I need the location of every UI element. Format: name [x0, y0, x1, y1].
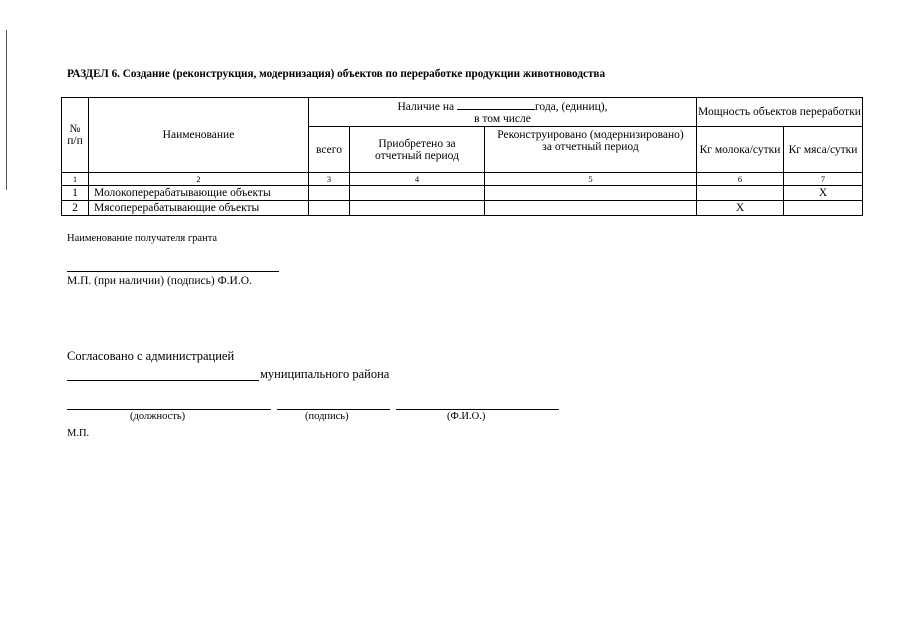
cell-reconstructed [485, 186, 697, 201]
table-row [62, 201, 863, 216]
mp-label: М.П. [67, 428, 90, 439]
cell-acquired [350, 201, 485, 216]
cell-meat [784, 201, 863, 216]
recipient-signature-line [67, 271, 279, 272]
stamp-signature-caption: М.П. (при наличии) (подпись) Ф.И.О. [67, 275, 252, 287]
objects-table [61, 97, 863, 216]
position-line [67, 409, 271, 410]
row-num: 1 [62, 186, 89, 201]
col-meat-header: Кг мяса/сутки [784, 127, 863, 173]
col-milk-header: Кг молока/сутки [697, 127, 784, 173]
column-number: 1 [62, 173, 89, 186]
col-num-header: № п/п [62, 98, 89, 173]
column-number: 3 [309, 173, 350, 186]
recipient-label: Наименование получателя гранта [67, 233, 218, 244]
signature-line [277, 409, 390, 410]
fio-caption: (Ф.И.О.) [447, 411, 486, 422]
cell-milk [697, 186, 784, 201]
cell-total [309, 201, 350, 216]
col-name-header: Наименование [89, 98, 309, 173]
column-number: 4 [350, 173, 485, 186]
table-row [62, 186, 863, 201]
column-number: 6 [697, 173, 784, 186]
row-num: 2 [62, 201, 89, 216]
fio-line [396, 409, 559, 410]
col-total-header: всего [309, 127, 350, 173]
row-name: Мясоперерабатывающие объекты [89, 201, 309, 216]
page-edge-line [6, 30, 7, 190]
cell-meat: X [784, 186, 863, 201]
cell-acquired [350, 186, 485, 201]
availability-header: Наличие на года, (единиц), в том числе [309, 98, 697, 127]
year-blank [457, 99, 535, 110]
col-acquired-header: Приобретено за отчетный период [350, 127, 485, 173]
table-header-row-1 [62, 98, 863, 127]
section-title: РАЗДЕЛ 6. Создание (реконструкция, модернизация) объектов по переработке продукции животноводства [67, 68, 606, 80]
position-caption: (должность) [130, 411, 186, 422]
row-name: Молокоперерабатывающие объекты [89, 186, 309, 201]
capacity-header: Мощность объектов переработки [697, 98, 863, 127]
district-label: муниципального района [260, 367, 390, 381]
column-number: 2 [89, 173, 309, 186]
column-number-row [62, 173, 863, 186]
administration-name-line [67, 380, 259, 381]
agreed-label: Согласовано с администрацией [67, 349, 235, 363]
column-number: 5 [485, 173, 697, 186]
cell-reconstructed [485, 201, 697, 216]
cell-milk: X [697, 201, 784, 216]
signature-caption: (подпись) [305, 411, 349, 422]
col-reconstructed-header: Реконструировано (модернизировано) за отчетный период [485, 127, 697, 173]
cell-total [309, 186, 350, 201]
column-number: 7 [784, 173, 863, 186]
